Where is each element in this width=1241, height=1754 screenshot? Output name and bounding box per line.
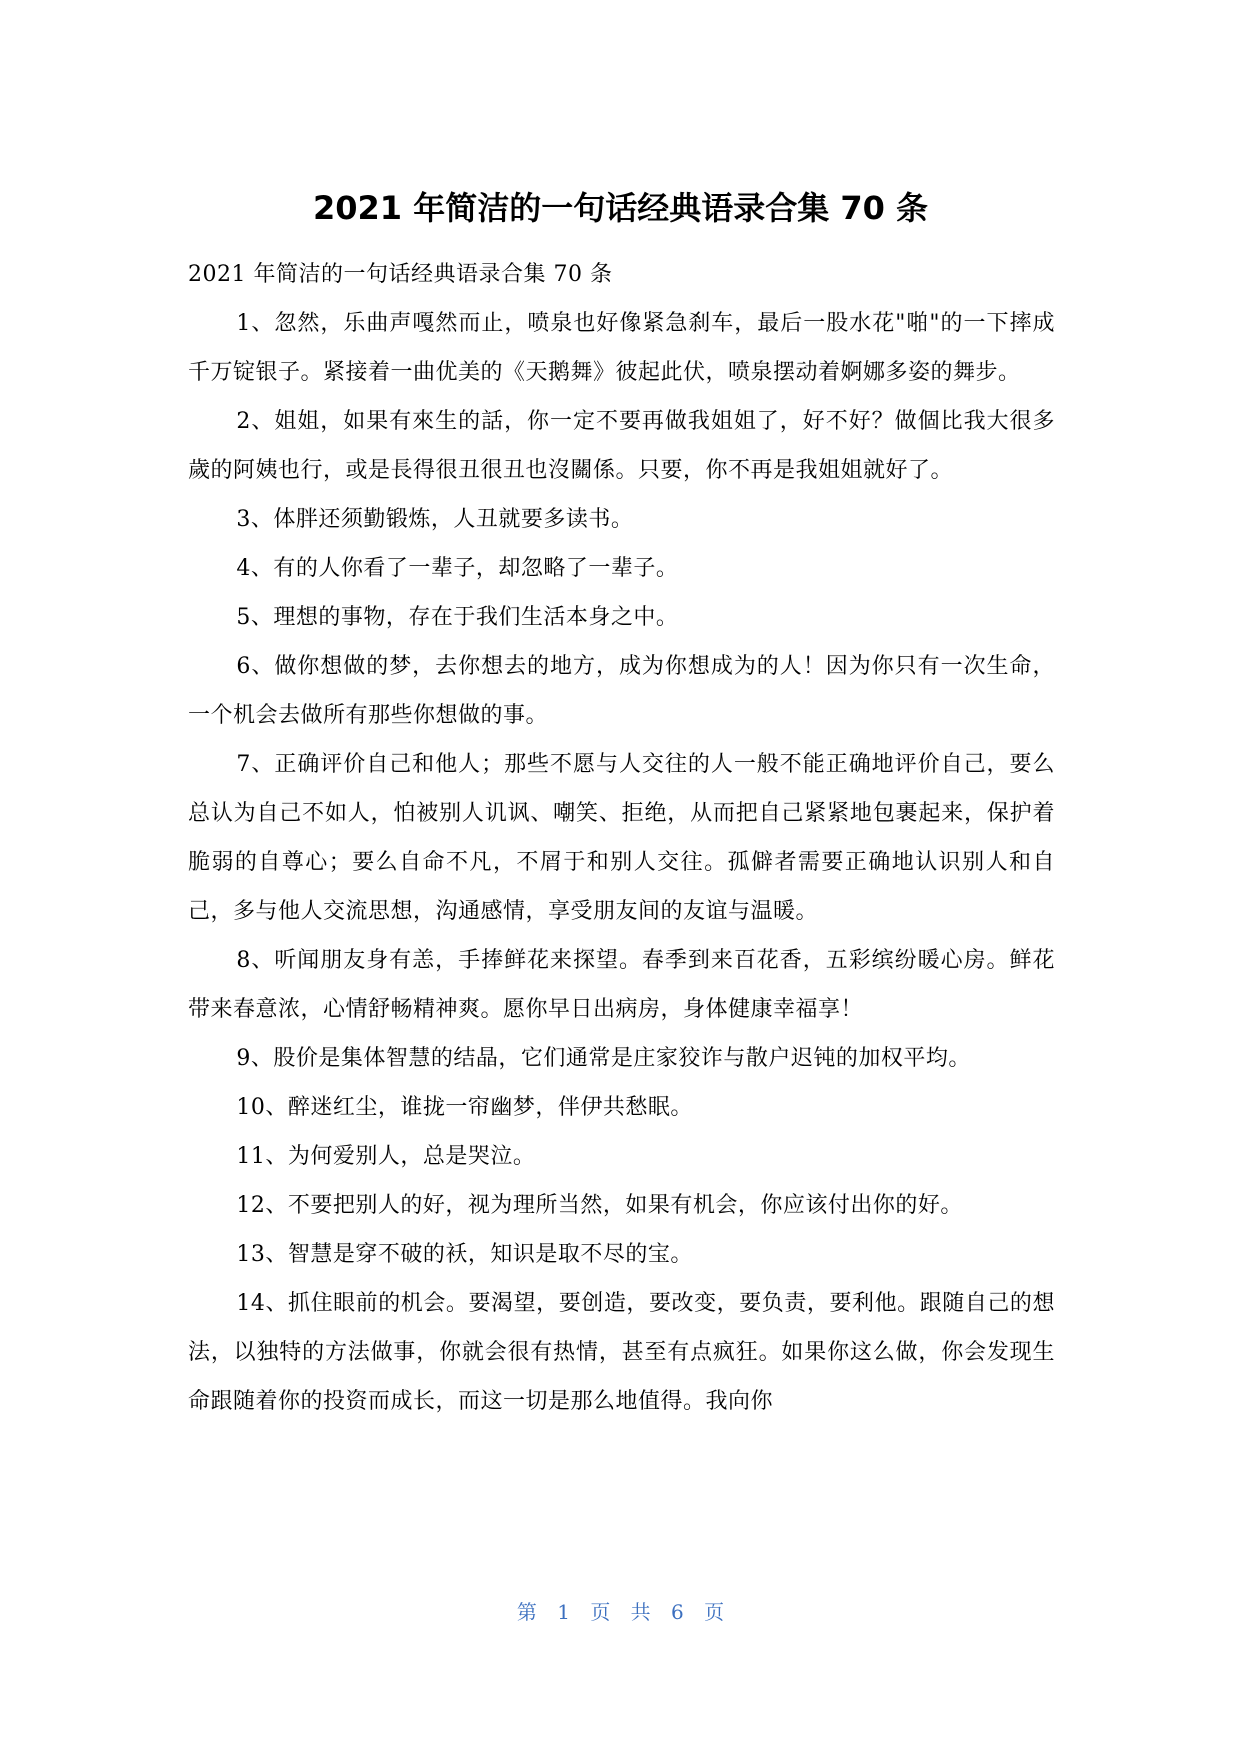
paragraph-11: 11、为何爱别人，总是哭泣。 xyxy=(236,1144,536,1169)
paragraph-1: 1、忽然，乐曲声嘎然而止，喷泉也好像紧急刹车，最后一股水花"啪"的一下摔成千万锭银子。紧接着一曲优美的《天鹅舞》彼起此伏，喷泉摆动着婀娜多姿的舞步。 xyxy=(188,311,1055,385)
paragraph-6: 6、做你想做的梦，去你想去的地方，成为你想成为的人！因为你只有一次生命，一个机会去做所有那些你想做的事。 xyxy=(188,654,1055,728)
document-body xyxy=(188,250,1055,1426)
document-subtitle: 2021 年简洁的一句话经典语录合集 70 条 xyxy=(188,262,613,287)
document-title: 2021 年简洁的一句话经典语录合集 70 条 xyxy=(312,189,929,227)
paragraph-2: 2、姐姐，如果有來生的話，你一定不要再做我姐姐了，好不好？做個比我大很多歲的阿姨也行，或是長得很丑很丑也沒關係。只要，你不再是我姐姐就好了。 xyxy=(188,409,1055,483)
paragraph-8: 8、听闻朋友身有恙，手捧鲜花来探望。春季到来百花香，五彩缤纷暖心房。鲜花带来春意浓，心情舒畅精神爽。愿你早日出病房，身体健康幸福享！ xyxy=(188,948,1055,1022)
paragraph-14: 14、抓住眼前的机会。要渴望，要创造，要改变，要负责，要利他。跟随自己的想法，以独特的方法做事，你就会很有热情，甚至有点疯狂。如果你这么做，你会发现生命跟随着你的投资而成长，而这一切是那么地值得。我向你 xyxy=(188,1291,1055,1414)
paragraph-4: 4、有的人你看了一辈子，却忽略了一辈子。 xyxy=(236,556,679,581)
paragraph-9: 9、股价是集体智慧的结晶，它们通常是庄家狡诈与散户迟钝的加权平均。 xyxy=(236,1046,971,1071)
page-number-footer: 第 1 页 共 6 页 xyxy=(516,1600,725,1624)
paragraph-13: 13、智慧是穿不破的袄，知识是取不尽的宝。 xyxy=(236,1242,693,1267)
paragraph-12: 12、不要把别人的好，视为理所当然，如果有机会，你应该付出你的好。 xyxy=(236,1193,963,1218)
paragraph-3: 3、体胖还须勤锻炼，人丑就要多读书。 xyxy=(236,507,634,532)
paragraph-5: 5、理想的事物，存在于我们生活本身之中。 xyxy=(236,605,679,630)
paragraph-10: 10、醉迷红尘，谁拢一帘幽梦，伴伊共愁眠。 xyxy=(236,1095,693,1120)
paragraph-7: 7、正确评价自己和他人；那些不愿与人交往的人一般不能正确地评价自己，要么总认为自己不如人，怕被别人讥讽、嘲笑、拒绝，从而把自己紧紧地包裹起来，保护着脆弱的自尊心；要么自命不凡，不屑于和别人交往。孤僻者需要正确地认识别人和自己，多与他人交流思想，沟通感情，享受朋友间的友谊与温暖。 xyxy=(188,752,1055,924)
